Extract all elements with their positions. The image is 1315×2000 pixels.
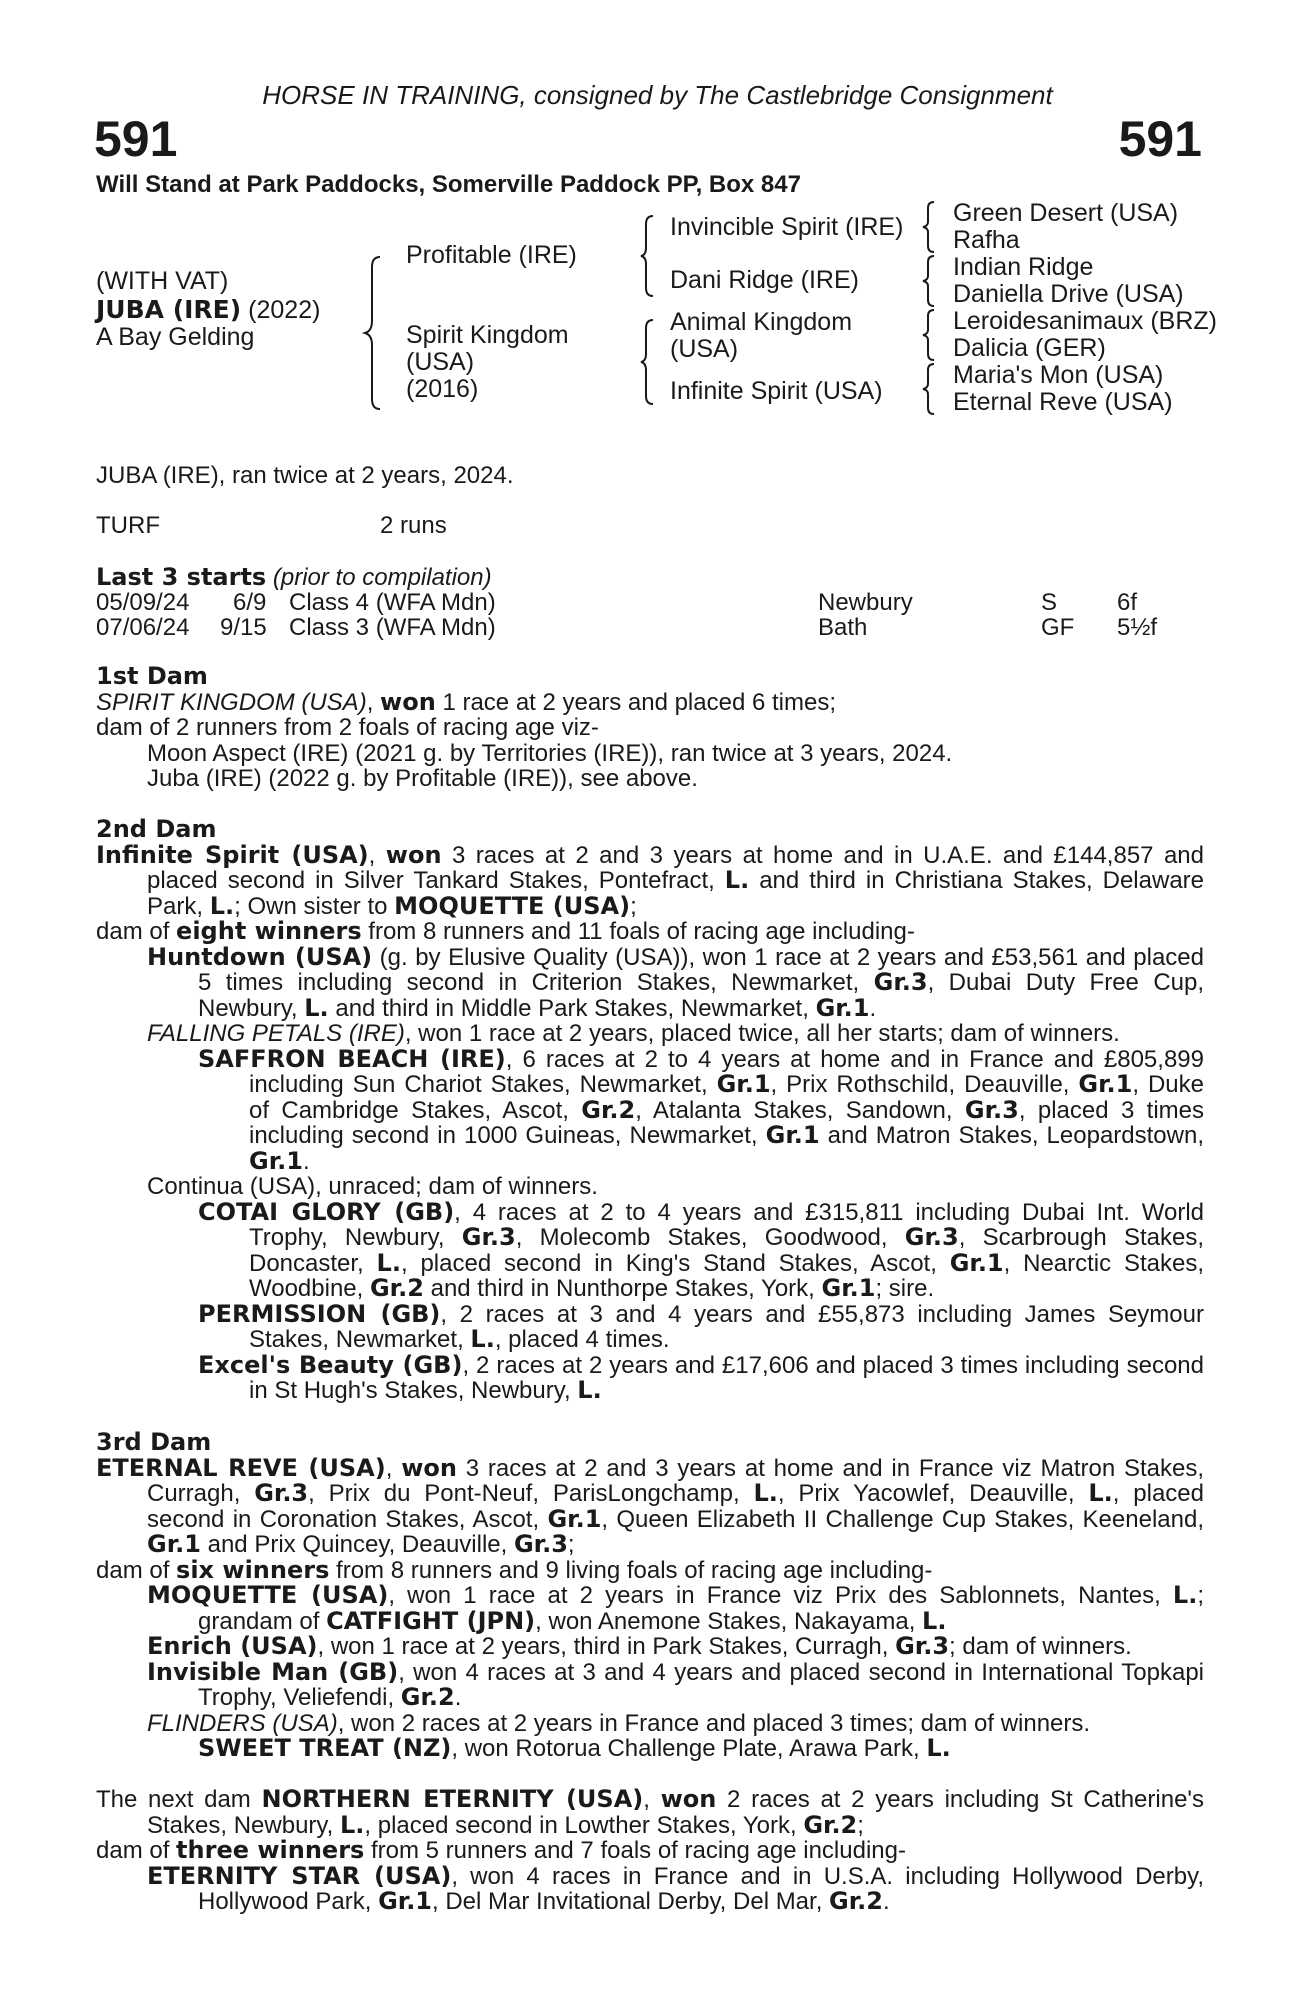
grade-badge: Gr.1 — [147, 1530, 201, 1558]
brace-g2 — [920, 254, 938, 308]
produce-item: Juba (IRE) (2022 g. by Profitable (IRE)), see above. — [147, 765, 698, 792]
brace-dam-parents — [638, 318, 658, 406]
g3-sds: Indian Ridge — [953, 253, 1094, 281]
text: 2 races at 2 years including St Catherine's Stakes, Newbury, — [147, 1786, 1205, 1839]
dam-name-line2: (USA) — [406, 348, 475, 376]
third-dam-record — [96, 1453, 1205, 1558]
grade-badge: Gr.3 — [254, 1479, 309, 1507]
text: , Molecomb Stakes, Goodwood, — [515, 1224, 905, 1251]
separator: , — [643, 1786, 661, 1813]
record-text: 1 race at 2 years and placed 6 times; — [435, 688, 836, 716]
listed-badge: L. — [724, 866, 750, 894]
separator: , — [385, 1454, 402, 1482]
produce-item — [96, 1861, 1205, 1915]
second-dam-section — [96, 817, 1204, 1404]
grade-badge: Gr.1 — [378, 1887, 433, 1915]
grade-badge: Gr.1 — [716, 1070, 771, 1098]
start-distance: 5½f — [1117, 614, 1158, 641]
next-dam-record — [96, 1787, 1204, 1838]
text: dam of — [96, 918, 177, 945]
g3-dss: Leroidesanimaux (BRZ) — [953, 307, 1217, 335]
text: ; — [857, 1811, 864, 1839]
stand-location: Will Stand at Park Paddocks, Somerville Paddock PP, Box 847 — [96, 171, 801, 198]
first-dam-name: SPIRIT KINGDOM (USA) — [96, 688, 367, 716]
produce-name: Excel's Beauty (GB) — [198, 1350, 463, 1379]
text: ; grandam of — [198, 1582, 1204, 1635]
produce-name: Huntdown (USA) — [147, 942, 373, 971]
second-dam-record — [96, 840, 1205, 920]
produce-name: PERMISSION (GB) — [198, 1299, 441, 1328]
sire-dam: Dani Ridge (IRE) — [670, 266, 859, 294]
text: , Atalanta Stakes, Sandown, — [635, 1096, 965, 1124]
listed-badge: L. — [376, 1248, 401, 1277]
grade-badge: Gr.3 — [964, 1095, 1019, 1124]
text: , placed second in Coronation Stakes, Ascot, — [147, 1480, 1204, 1533]
winners-count: six winners — [176, 1555, 330, 1584]
grandproduce-item — [96, 1197, 1204, 1302]
brace-g4 — [920, 362, 938, 416]
grade-badge: Gr.2 — [369, 1274, 424, 1302]
winners-count: three winners — [176, 1836, 365, 1864]
third-dam-heading: 3rd Dam — [96, 1428, 212, 1456]
text: , Duke of Cambridge Stakes, Ascot, — [249, 1071, 1204, 1124]
text: from 8 runners and 9 living foals of racing age including- — [329, 1556, 933, 1584]
start-going: S — [1041, 589, 1058, 616]
listed-badge: L. — [304, 993, 329, 1022]
listed-badge: L. — [1172, 1581, 1198, 1609]
vat-note: (WITH VAT) — [96, 267, 229, 295]
grade-badge: Gr.1 — [1078, 1070, 1133, 1098]
produce-name: SWEET TREAT (NZ) — [198, 1734, 452, 1762]
horse-name: JUBA (IRE) — [96, 295, 242, 324]
listed-badge: L. — [1088, 1479, 1113, 1507]
text: 3 races at 2 and 3 years at home and in U.A.E. and £144,857 and placed second in Silver Tankard Stakes, Pontefract, — [147, 841, 1205, 894]
dam-name-line3: (2016) — [406, 375, 479, 403]
race-summary: JUBA (IRE), ran twice at 2 years, 2024. — [96, 462, 514, 489]
text: ; — [567, 1531, 575, 1558]
grade-badge: Gr.2 — [829, 1887, 883, 1915]
listed-badge: L. — [339, 1810, 365, 1839]
listed-badge: L. — [577, 1376, 602, 1404]
g3-sss: Green Desert (USA) — [953, 199, 1179, 227]
start-going: GF — [1041, 614, 1075, 641]
text: , Prix Yacowlef, Deauville, — [777, 1480, 1089, 1507]
dam-sire-line1: Animal Kingdom — [670, 308, 853, 336]
text: and Matron Stakes, Leopardstown, — [819, 1122, 1205, 1149]
text: The next dam — [96, 1786, 262, 1813]
won-label: won — [385, 840, 442, 869]
lot-number-left: 591 — [94, 111, 178, 167]
dam-sire-line2: (USA) — [670, 335, 739, 363]
grade-badge: Gr.1 — [821, 1274, 876, 1302]
text: . — [869, 994, 877, 1022]
dam-name: ETERNAL REVE (USA) — [96, 1453, 386, 1482]
text: , Del Mar Invitational Derby, Del Mar, — [432, 1888, 830, 1915]
text: (g. by Elusive Quality (USA)), won 1 race at 2 years and £53,561 and placed 5 times including second in Criterion Stakes, Newmarket, — [198, 943, 1205, 996]
text: , 2 races at 3 and 4 years and £55,873 including James Seymour Stakes, Newmarket, — [249, 1300, 1204, 1353]
grade-badge: Gr.3 — [895, 1632, 950, 1660]
separator: , — [366, 688, 374, 716]
text: , 6 races at 2 to 4 years at home and in France and £805,899 including Sun Chariot Stakes, Newmarket, — [249, 1045, 1204, 1098]
text: ; sire. — [875, 1275, 935, 1302]
start-position: 9/15 — [220, 614, 267, 641]
start-race: Class 3 (WFA Mdn) — [289, 614, 496, 641]
text: , placed second in King's Stand Stakes, Ascot, — [400, 1249, 950, 1277]
first-dam-section — [96, 664, 1204, 792]
text: . — [882, 1888, 890, 1915]
produce-name: ETERNITY STAR (USA) — [147, 1861, 452, 1890]
produce-name: Enrich (USA) — [147, 1632, 318, 1660]
grandproduce-item — [96, 1736, 1204, 1762]
produce-item — [96, 1634, 1204, 1660]
sibling-name: MOQUETTE (USA) — [394, 891, 631, 920]
text: , won 4 races in France and in U.S.A. including Hollywood Derby, Hollywood Park, — [198, 1862, 1205, 1915]
next-dam-section — [96, 1787, 1204, 1915]
grandproduce-item — [96, 1044, 1205, 1175]
second-dam-heading: 2nd Dam — [96, 815, 217, 843]
text: and third in Christiana Stakes, Delaware Park, — [147, 867, 1205, 920]
grade-badge: Gr.1 — [765, 1121, 820, 1149]
text: , 2 races at 2 years and £17,606 and placed 3 times including second in St Hugh's Stakes, Newbury, — [249, 1351, 1205, 1404]
start-course: Bath — [818, 614, 868, 641]
sire-name: Profitable (IRE) — [406, 241, 577, 269]
lot-number-right: 591 — [1118, 111, 1202, 167]
brace-sire-parents — [638, 214, 658, 298]
won-label: won — [660, 1785, 717, 1813]
text: , won Anemone Stakes, Nakayama, — [535, 1607, 923, 1635]
grandproduce-name: CATFIGHT (JPN) — [326, 1606, 536, 1635]
horse-year: (2022) — [248, 296, 321, 324]
g3-dds: Maria's Mon (USA) — [953, 361, 1164, 389]
text: and Prix Quincey, Deauville, — [200, 1531, 514, 1558]
grade-badge: Gr.3 — [513, 1530, 568, 1558]
listed-badge: L. — [209, 891, 235, 920]
grade-badge: Gr.3 — [873, 968, 928, 996]
text: , won 1 race at 2 years, third in Park Stakes, Curragh, — [317, 1633, 896, 1660]
text: , won Rotorua Challenge Plate, Arawa Park, — [451, 1735, 927, 1762]
grade-badge: Gr.3 — [904, 1223, 959, 1251]
first-dam-produce: dam of 2 runners from 2 foals of racing age viz- — [96, 714, 599, 741]
g3-ssd: Rafha — [953, 226, 1020, 254]
start-distance: 6f — [1117, 589, 1138, 616]
text: ; — [630, 892, 637, 920]
text: , placed second in Lowther Stakes, York, — [364, 1811, 804, 1839]
listed-badge: L. — [753, 1479, 778, 1507]
dam-dam: Infinite Spirit (USA) — [670, 377, 883, 405]
third-dam-section — [96, 1430, 1204, 1762]
dam-name: NORTHERN ETERNITY (USA) — [261, 1785, 644, 1813]
dam-name: Infinite Spirit (USA) — [96, 840, 369, 869]
text: from 8 runners and 11 foals of racing age including- — [361, 918, 915, 945]
text: , Scarbrough Stakes, Doncaster, — [249, 1224, 1204, 1277]
first-dam-record — [96, 687, 1204, 716]
consignment-line: HORSE IN TRAINING, consigned by The Castlebridge Consignment — [262, 80, 1053, 110]
horse-title — [96, 296, 320, 324]
text: dam of — [96, 1556, 177, 1584]
text: , Queen Elizabeth II Challenge Cup Stakes, Keeneland, — [601, 1505, 1204, 1533]
text: , won 1 race at 2 years in France viz Prix des Sablonnets, Nantes, — [388, 1582, 1173, 1609]
listed-badge: L. — [470, 1325, 495, 1353]
text: . — [454, 1684, 462, 1711]
text: and third in Middle Park Stakes, Newmarket, — [328, 994, 816, 1022]
text: , Prix Rothschild, Deauville, — [770, 1071, 1079, 1098]
listed-badge: L. — [922, 1606, 947, 1635]
produce-item — [96, 942, 1205, 1022]
produce-name: COTAI GLORY (GB) — [198, 1197, 455, 1226]
brace-parents — [362, 255, 386, 411]
brace-g3 — [920, 308, 938, 362]
g3-sdd: Daniella Drive (USA) — [953, 280, 1184, 308]
separator: , — [368, 841, 386, 869]
start-date: 05/09/24 — [96, 589, 190, 616]
dam-name-line1: Spirit Kingdom — [406, 321, 569, 349]
third-dam-produce — [96, 1555, 1204, 1584]
grade-badge: Gr.1 — [547, 1504, 602, 1533]
text: ; Own sister to — [234, 892, 395, 920]
produce-item — [96, 1583, 1204, 1634]
produce-item: Continua (USA), unraced; dam of winners. — [147, 1173, 598, 1200]
produce-item — [96, 1657, 1204, 1711]
text: ; dam of winners. — [949, 1633, 1132, 1660]
turf-runs: 2 runs — [380, 512, 447, 539]
produce-item — [96, 1021, 1204, 1047]
start-position: 6/9 — [233, 589, 267, 616]
text: , placed 4 times. — [494, 1326, 670, 1353]
turf-label: TURF — [96, 512, 160, 539]
won-label: won — [380, 687, 436, 716]
last-starts-heading — [96, 563, 492, 592]
produce-item — [96, 1711, 1204, 1737]
text: , won 4 races at 3 and 4 years and placed second in International Topkapi Trophy, Veliefendi, — [198, 1658, 1204, 1711]
start-race: Class 4 (WFA Mdn) — [289, 589, 496, 616]
sire-sire: Invincible Spirit (IRE) — [670, 213, 904, 241]
produce-name: FALLING PETALS (IRE) — [147, 1020, 405, 1047]
grandproduce-item — [96, 1299, 1204, 1353]
g3-dsd: Dalicia (GER) — [953, 334, 1106, 362]
text: and third in Nunthorpe Stakes, York, — [423, 1275, 822, 1302]
horse-description: A Bay Gelding — [96, 323, 255, 351]
grade-badge: Gr.1 — [249, 1146, 303, 1175]
text: , Dubai Duty Free Cup, Newbury, — [198, 969, 1205, 1022]
text: , Prix du Pont-Neuf, ParisLongchamp, — [308, 1480, 754, 1507]
brace-g1 — [920, 200, 938, 254]
grade-badge: Gr.3 — [461, 1223, 516, 1251]
listed-badge: L. — [926, 1734, 951, 1762]
text: , won 2 races at 2 years in France and placed 3 times; dam of winners. — [337, 1709, 1091, 1737]
second-dam-produce — [96, 919, 1204, 945]
produce-name: SAFFRON BEACH (IRE) — [198, 1044, 506, 1073]
produce-name: MOQUETTE (USA) — [147, 1581, 389, 1609]
text: from 5 runners and 7 foals of racing age including- — [364, 1837, 906, 1864]
grade-badge: Gr.2 — [803, 1810, 858, 1839]
grade-badge: Gr.2 — [581, 1095, 636, 1124]
grandproduce-item — [96, 1350, 1205, 1404]
winners-count: eight winners — [176, 917, 362, 945]
next-dam-produce — [96, 1838, 1204, 1864]
grade-badge: Gr.1 — [815, 993, 870, 1022]
text: , placed 3 times including second in 1000 Guineas, Newmarket, — [249, 1096, 1205, 1149]
produce-name: Invisible Man (GB) — [147, 1657, 399, 1686]
text: 3 races at 2 and 3 years at home and in France viz Matron Stakes, Curragh, — [147, 1454, 1205, 1507]
produce-name: FLINDERS (USA) — [147, 1709, 338, 1737]
text: , Nearctic Stakes, Woodbine, — [249, 1249, 1204, 1302]
text: . — [302, 1147, 310, 1175]
won-label: won — [401, 1453, 457, 1482]
last-starts-title: Last 3 starts — [96, 563, 267, 591]
text: , 4 races at 2 to 4 years and £315,811 including Dubai Int. World Trophy, Newbury, — [249, 1198, 1204, 1251]
last-starts-note: (prior to compilation) — [272, 564, 492, 591]
start-date: 07/06/24 — [96, 614, 190, 641]
grade-badge: Gr.2 — [400, 1683, 455, 1711]
g3-ddd: Eternal Reve (USA) — [953, 388, 1173, 416]
text: dam of — [96, 1837, 177, 1864]
grade-badge: Gr.1 — [949, 1248, 1004, 1277]
first-dam-heading: 1st Dam — [96, 662, 208, 690]
text: , won 1 race at 2 years, placed twice, all her starts; dam of winners. — [404, 1020, 1120, 1047]
start-course: Newbury — [818, 589, 913, 616]
produce-item: Moon Aspect (IRE) (2021 g. by Territories (IRE)), ran twice at 3 years, 2024. — [147, 739, 953, 767]
